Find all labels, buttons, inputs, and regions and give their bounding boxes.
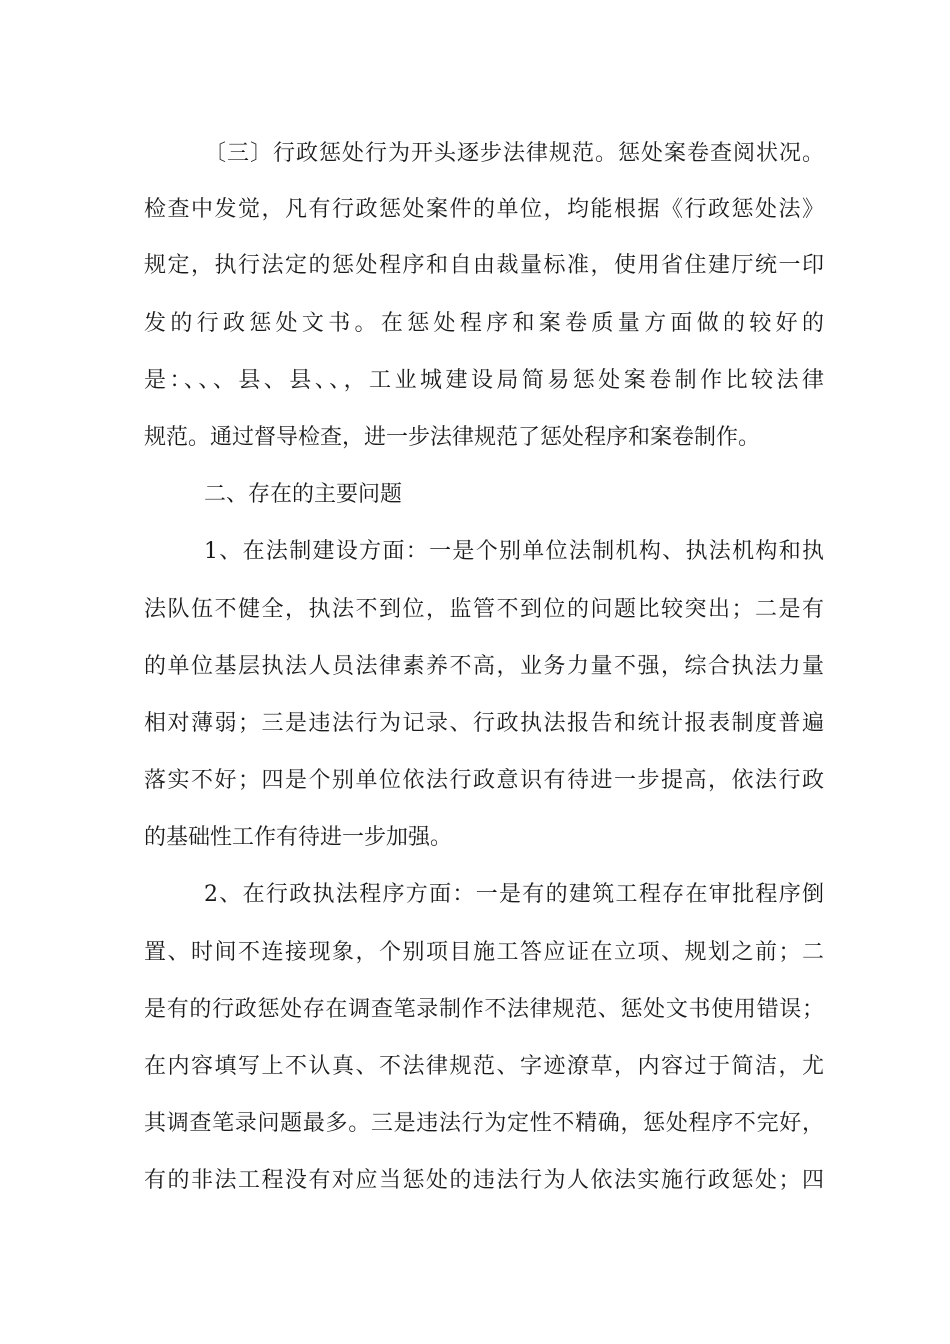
paragraph-line: 其调查笔录问题最多。三是违法行为定性不精确，惩处程序不完好， [144, 1111, 824, 1136]
paragraph-line: 检查中发觉，凡有行政惩处案件的单位，均能根据《行政惩处法》 [144, 197, 824, 222]
paragraph-line: 落实不好；四是个别单位依法行政意识有待进一步提高，依法行政 [144, 768, 824, 793]
paragraph-line: 是有的行政惩处存在调查笔录制作不法律规范、惩处文书使用错误； [144, 997, 824, 1022]
paragraph-line: 置、时间不连接现象，个别项目施工答应证在立项、规划之前；二 [144, 940, 824, 965]
paragraph-line: 2、在行政执法程序方面：一是有的建筑工程存在审批程序倒 [204, 882, 824, 907]
paragraph-line: 有的非法工程没有对应当惩处的违法行为人依法实施行政惩处；四 [144, 1168, 824, 1193]
paragraph-line: 发的行政惩处文书。在惩处程序和案卷质量方面做的较好的 [144, 311, 824, 336]
paragraph-line: 是：、、、县、县、、，工业城建设局简易惩处案卷制作比较法律 [144, 368, 824, 393]
paragraph-line: 〔三〕行政惩处行为开头逐步法律规范。惩处案卷查阅状况。 [204, 141, 824, 166]
paragraph-line: 1、在法制建设方面：一是个别单位法制机构、执法机构和执 [204, 539, 824, 564]
paragraph-line: 规范。通过督导检查，进一步法律规范了惩处程序和案卷制作。 [144, 425, 761, 450]
paragraph-line: 在内容填写上不认真、不法律规范、字迹潦草，内容过于简洁，尤 [144, 1054, 824, 1079]
paragraph-line: 的基础性工作有待进一步加强。 [144, 825, 453, 850]
paragraph-line: 法队伍不健全，执法不到位，监管不到位的问题比较突出；二是有 [144, 597, 824, 622]
paragraph-line: 规定，执行法定的惩处程序和自由裁量标准，使用省住建厅统一印 [144, 253, 824, 278]
paragraph-line: 的单位基层执法人员法律素养不高，业务力量不强，综合执法力量 [144, 654, 824, 679]
paragraph-line: 相对薄弱；三是违法行为记录、行政执法报告和统计报表制度普遍 [144, 711, 824, 736]
section-heading: 二、存在的主要问题 [204, 482, 403, 507]
